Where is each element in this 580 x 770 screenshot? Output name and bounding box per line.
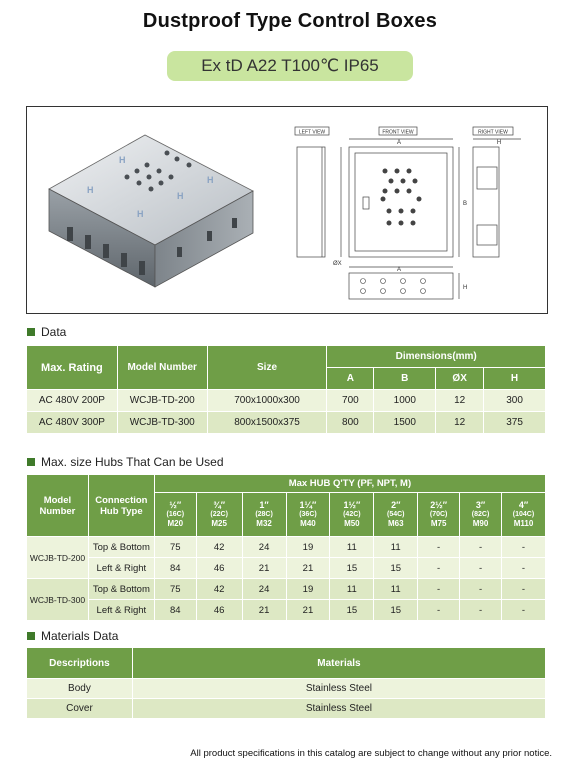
table-row (27, 679, 546, 699)
hub-size-inch: ½″ (169, 500, 182, 510)
rating-cell: AC 480V 300P (27, 412, 118, 434)
product-figure (26, 106, 548, 314)
hub-qty-cell: - (418, 579, 460, 600)
size-cell: 700x1000x300 (207, 390, 327, 412)
dim-x-cell: 12 (436, 412, 484, 434)
dim-x-header: ØX (436, 368, 484, 390)
hub-qty-cell: 42 (196, 579, 242, 600)
table-row (27, 699, 546, 719)
hub-qty-cell: 84 (154, 600, 196, 621)
hub-qty-cell: - (460, 558, 502, 579)
hub-qty-cell: - (460, 579, 502, 600)
hub-qty-cell: 21 (286, 600, 330, 621)
hub-qty-cell: - (502, 558, 546, 579)
descriptions-header: Descriptions (27, 648, 133, 679)
hub-qty-cell: 21 (242, 600, 286, 621)
hub-size-header (460, 493, 502, 537)
hub-qty-cell: - (502, 600, 546, 621)
dim-h-header: H (484, 368, 546, 390)
section-bullet-icon (27, 458, 35, 466)
hub-size-inch: 3″ (475, 500, 486, 510)
bottom-view-holes (361, 279, 426, 294)
dim-x-label: ØX (333, 261, 342, 267)
description-cell: Cover (27, 699, 133, 719)
hub-qty-cell: 75 (154, 537, 196, 558)
hub-size-code: (70C) (429, 511, 448, 518)
hub-size-header (196, 493, 242, 537)
hub-size-inch: 4″ (518, 500, 529, 510)
hub-size-header (242, 493, 286, 537)
hub-type-cell: Left & Right (88, 558, 154, 579)
svg-text:H: H (177, 191, 184, 201)
hub-qty-cell: 24 (242, 579, 286, 600)
data-table (26, 345, 546, 434)
enclosure-photo (49, 135, 253, 287)
hub-size-code: (54C) (386, 511, 405, 518)
hub-qty-cell: 19 (286, 579, 330, 600)
materials-section-heading (27, 629, 118, 643)
model-cell: WCJB-TD-300 (117, 412, 207, 434)
materials-header: Materials (132, 648, 545, 679)
product-illustration (27, 107, 547, 313)
hub-qty-cell: 21 (242, 558, 286, 579)
dim-a-cell: 800 (327, 412, 374, 434)
hub-size-inch: 2″ (391, 500, 401, 510)
section-bullet-icon (27, 328, 35, 336)
hub-size-header (502, 493, 546, 537)
dim-x-cell: 12 (436, 390, 484, 412)
hub-size-inch: 1¼″ (299, 500, 317, 510)
rating-cell: AC 480V 200P (27, 390, 118, 412)
dim-a-cell: 700 (327, 390, 374, 412)
hub-qty-cell: - (502, 537, 546, 558)
footer-disclaimer: All product specifications in this catalog are subject to change without any prior notice. (190, 748, 552, 759)
hub-size-inch: ¾″ (213, 500, 226, 510)
description-cell: Body (27, 679, 133, 699)
hub-size-metric: M25 (211, 519, 227, 528)
hub-size-header (418, 493, 460, 537)
dim-h-right: H (496, 140, 502, 146)
hub-size-metric: M110 (513, 519, 534, 528)
hub-qty-cell: 84 (154, 558, 196, 579)
hub-model-cell: WCJB-TD-300 (27, 579, 89, 621)
table-row (27, 600, 546, 621)
dim-a-header: A (327, 368, 374, 390)
model-cell: WCJB-TD-200 (117, 390, 207, 412)
hub-size-code: (16C) (166, 511, 185, 518)
hub-qty-cell: 75 (154, 579, 196, 600)
hubs-section-heading (27, 455, 224, 469)
hub-qty-cell: 46 (196, 558, 242, 579)
technical-drawing (295, 127, 521, 299)
hub-qty-cell: - (418, 537, 460, 558)
hub-qty-cell: 11 (374, 579, 418, 600)
dim-a-bottom: A (396, 267, 402, 273)
hub-qty-cell: 24 (242, 537, 286, 558)
hub-qty-cell: 42 (196, 537, 242, 558)
svg-text:H: H (119, 155, 126, 165)
hub-size-header (374, 493, 418, 537)
hub-size-metric: M63 (387, 519, 404, 528)
hub-size-metric: M75 (430, 519, 447, 528)
hub-size-metric: M90 (472, 519, 489, 528)
hub-size-code: (42C) (343, 511, 361, 518)
hub-size-inch: 1″ (259, 500, 269, 510)
left-view-label: LEFT VIEW (298, 129, 326, 136)
dim-b-cell: 1000 (374, 390, 436, 412)
hub-size-code: (82C) (471, 511, 490, 518)
svg-text:H: H (137, 209, 144, 219)
data-section-heading (27, 325, 66, 339)
data-heading-text: Data (41, 325, 67, 339)
certification-badge: Ex tD A22 T100℃ IP65 (167, 51, 413, 81)
max-rating-header: Max. Rating (27, 346, 118, 390)
hub-size-header (154, 493, 196, 537)
material-cell: Stainless Steel (132, 679, 545, 699)
dim-h-cell: 300 (484, 390, 546, 412)
hub-qty-cell: 19 (286, 537, 330, 558)
hub-size-header (330, 493, 374, 537)
front-view-label: FRONT VIEW (382, 129, 414, 136)
hub-qty-cell: 15 (330, 558, 374, 579)
hub-model-cell: WCJB-TD-200 (27, 537, 89, 579)
materials-table (26, 647, 546, 719)
hub-qty-cell: - (460, 600, 502, 621)
hub-qty-cell: 15 (374, 558, 418, 579)
hub-qty-cell: - (418, 558, 460, 579)
dim-h-cell: 375 (484, 412, 546, 434)
hub-qty-cell: 15 (330, 600, 374, 621)
model-number-header: Model Number (117, 346, 207, 390)
hub-size-header (286, 493, 330, 537)
hub-size-code: (104C) (512, 511, 535, 518)
hub-qty-cell: 11 (330, 579, 374, 600)
hub-max-header: Max HUB Q'TY (PF, NPT, M) (154, 475, 545, 493)
hub-size-code: (36C) (299, 511, 317, 518)
hub-type-cell: Top & Bottom (88, 537, 154, 558)
dim-b-header: B (374, 368, 436, 390)
material-cell: Stainless Steel (132, 699, 545, 719)
front-view-holes (381, 169, 422, 226)
hub-qty-cell: - (502, 579, 546, 600)
hub-qty-cell: 11 (374, 537, 418, 558)
hub-size-inch: 1½″ (343, 500, 361, 510)
hub-qty-cell: 15 (374, 600, 418, 621)
right-view-label: RIGHT VIEW (478, 129, 508, 136)
hub-qty-cell: - (460, 537, 502, 558)
hub-qty-cell: 21 (286, 558, 330, 579)
dim-h-bottom: H (463, 285, 468, 291)
dim-b-front: B (463, 201, 468, 207)
hub-size-code: (22C) (210, 511, 228, 518)
table-row (27, 579, 546, 600)
hub-size-metric: M32 (256, 519, 272, 528)
hub-size-metric: M20 (167, 519, 184, 528)
svg-text:H: H (207, 175, 214, 185)
dimensions-header: Dimensions(mm) (327, 346, 546, 368)
svg-text:H: H (87, 185, 94, 195)
hub-qty-cell: - (418, 600, 460, 621)
table-row (27, 558, 546, 579)
dim-a-front: A (396, 140, 402, 146)
size-header: Size (207, 346, 327, 390)
hub-type-cell: Left & Right (88, 600, 154, 621)
hub-type-cell: Top & Bottom (88, 579, 154, 600)
hubs-table (26, 474, 546, 621)
table-row (27, 537, 546, 558)
materials-heading-text: Materials Data (41, 629, 119, 643)
hub-size-metric: M50 (344, 519, 360, 528)
hub-model-header: Model Number (27, 475, 89, 537)
table-row (27, 390, 546, 412)
section-bullet-icon (27, 632, 35, 640)
size-cell: 800x1500x375 (207, 412, 327, 434)
dim-b-cell: 1500 (374, 412, 436, 434)
hub-qty-cell: 11 (330, 537, 374, 558)
page-title: Dustproof Type Control Boxes (142, 10, 438, 32)
hubs-heading-text: Max. size Hubs That Can be Used (41, 455, 224, 469)
table-row (27, 412, 546, 434)
hub-connection-header: Connection Hub Type (88, 475, 154, 537)
hub-qty-cell: 46 (196, 600, 242, 621)
hub-size-metric: M40 (300, 519, 316, 528)
hub-size-inch: 2½″ (430, 500, 448, 510)
hub-size-code: (28C) (255, 511, 273, 518)
